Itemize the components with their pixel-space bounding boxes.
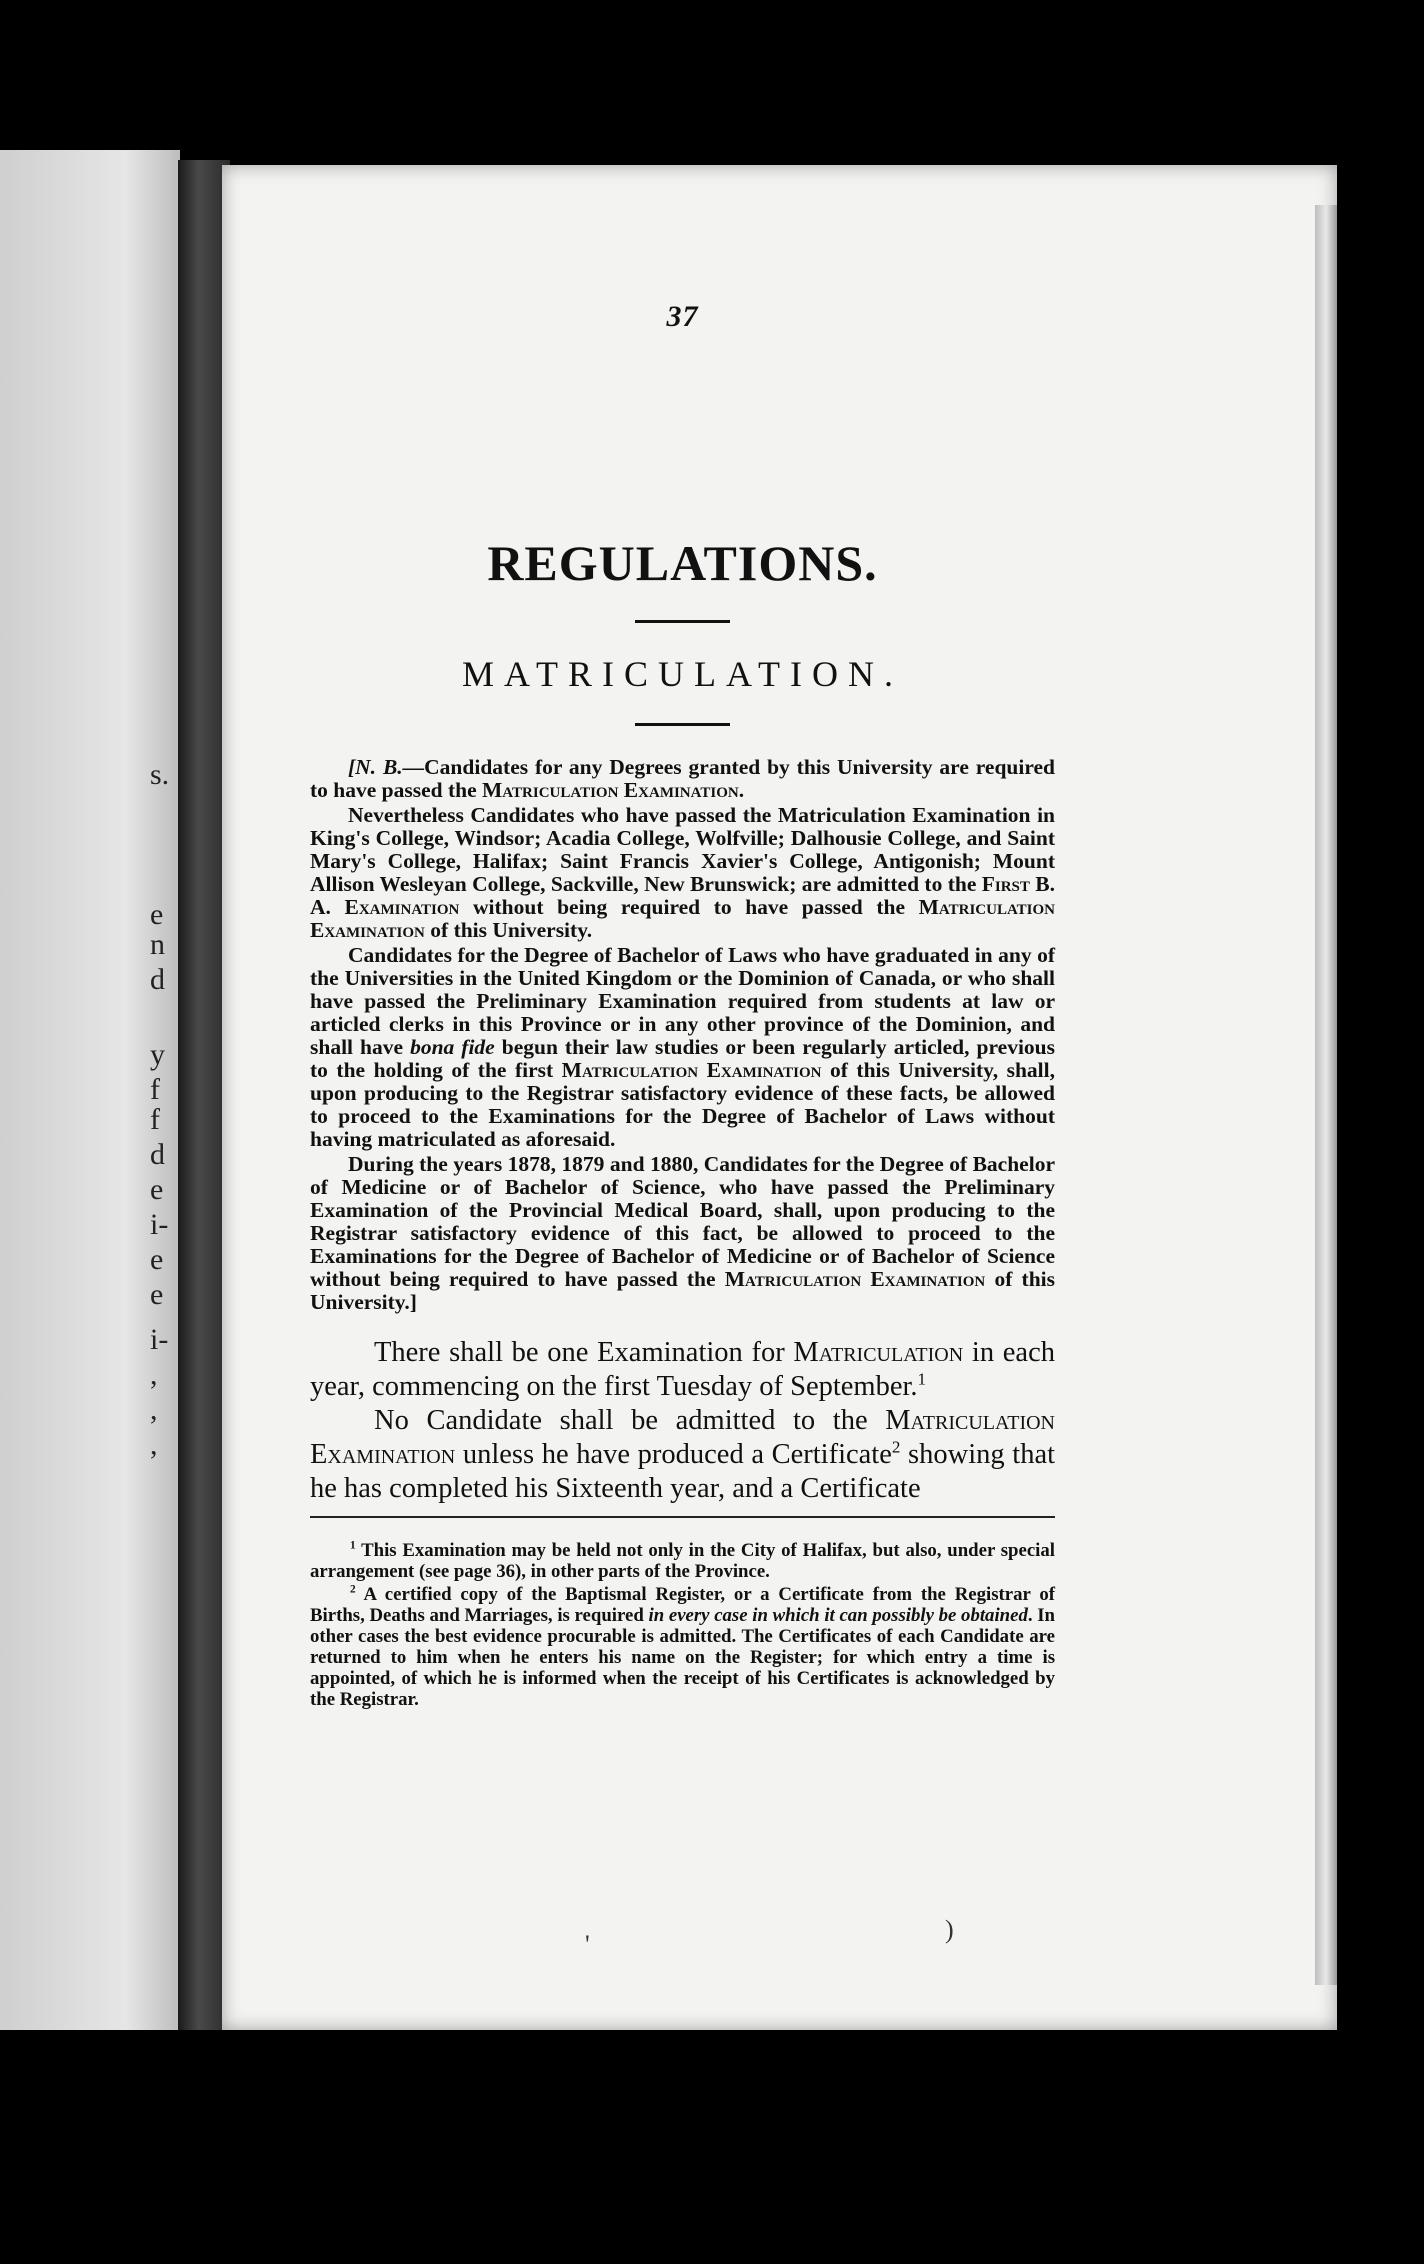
facing-page-fragment: y [150, 1038, 165, 1071]
text-run: of this University, shall, upon producing to the Registrar satisfactory evidence of these facts, be allowed to proceed to the Examinations for the Degree of Bachelor of Laws without having matriculated as aforesaid. [310, 1058, 1055, 1151]
body-paragraph [310, 1404, 1055, 1506]
footnote-marker: 1 [917, 1369, 927, 1389]
section-heading: MATRICULATION. [462, 654, 903, 694]
nb-paragraph [310, 944, 1055, 1151]
facing-page-fragment: d [150, 1138, 165, 1171]
facing-page-fragment: , [150, 1393, 158, 1426]
page-title: REGULATIONS. [487, 535, 878, 591]
text-run: This Examination may be held not only in the City of Halifax, but also, under special arrangement (see page 36), in other parts of the Province. [310, 1540, 1055, 1582]
text-run: Matriculation Examination [482, 778, 739, 802]
facing-page-fragment: , [150, 1428, 158, 1461]
page-edge [1315, 205, 1337, 1985]
text-run: During the years 1878, 1879 and 1880, Candidates for the Degree of Bachelor of Medicine or of Bachelor of Science, who have passed the Preliminary Examination of the Provincial Medical Board, shall, upon producing to the Registrar satisfactory evidence of this fact, be allowed to proceed to the Examinations for the Degree of Bachelor of Medicine or of Bachelor of Science without being required to have passed the [310, 1152, 1055, 1291]
text-run: without being required to have passed the [459, 895, 919, 919]
facing-page-fragment: n [150, 928, 165, 961]
text-run: No Candidate shall be admitted to the [374, 1405, 886, 1436]
text-run: begun their law studies or been regularly articled, previous to the holding of the first [310, 1035, 1055, 1082]
text-run: First B. A. Examination [310, 872, 1055, 919]
text-run: . In other cases the best evidence procurable is admitted. The Certificates of each Candidate are returned to him when he enters his name on the Register; for which entry a time is appointed, of which he is informed when the receipt of his Certificates is acknowledged by the Registrar. [310, 1605, 1055, 1710]
text-run: Nevertheless Candidates who have passed the Matriculation Examination in King's College, Windsor; Acadia College, Wolfville; Dalhousie College, and Saint Mary's College, Halifax; Saint Francis Xavier's College, Antigonish; Mount Allison Wesleyan College, Sackville, New Brunswick; are admitted to the [310, 803, 1055, 896]
text-run: Candidates for the Degree of Bachelor of Laws who have graduated in any of the Universities in the United Kingdom or the Dominion of Canada, or who shall have passed the Preliminary Examination required from students at law or articled clerks in this Province or in any other province of the Dominion, and shall have [310, 943, 1055, 1059]
text-run: Matriculation Examination [310, 895, 1056, 942]
text-run: . [738, 778, 745, 802]
facing-page-fragment: e [150, 898, 164, 931]
page-text-block [310, 300, 1055, 1712]
facing-page-fragment: e [150, 1243, 164, 1276]
text-run: in every case in which it can possibly be obtained [648, 1605, 1028, 1626]
facing-page-fragment: , [150, 1358, 158, 1391]
facing-page-fragment: f [150, 1103, 160, 1136]
text-run: Matriculation Examination [310, 1405, 1055, 1470]
facing-page-fragment: i- [150, 1323, 169, 1356]
text-run: in each year, commencing on the first Tuesday of September. [310, 1337, 1055, 1402]
main-text-block [310, 1336, 1055, 1506]
page-number: 37 [666, 300, 699, 333]
text-run: of this University.] [310, 1267, 1055, 1314]
nb-paragraph [310, 1153, 1055, 1314]
title-rule [635, 620, 730, 623]
facing-page-fragment: e [150, 1278, 164, 1311]
text-run: of this University. [424, 918, 593, 942]
footnote-marker: 1 [350, 1539, 356, 1552]
footnote-rule [310, 1516, 1055, 1518]
stray-mark: ) [945, 1915, 954, 1944]
facing-page-fragment: s. [150, 758, 170, 791]
footnote-marker: 2 [891, 1437, 901, 1457]
nb-paragraph [310, 804, 1055, 942]
footnote-marker: 2 [350, 1583, 356, 1596]
body-paragraph [310, 1336, 1055, 1404]
section-rule [635, 723, 730, 726]
nota-bene-block [310, 756, 1055, 1314]
footnote [310, 1584, 1055, 1710]
facing-page-fragment: f [150, 1073, 160, 1106]
facing-page-fragment: d [150, 963, 165, 996]
text-run: [N. B.— [348, 755, 425, 779]
text-run: Candidates for any Degrees granted by this University are required to have passed the [310, 755, 1055, 802]
facing-page-fragment: e [150, 1173, 164, 1206]
footnote [310, 1540, 1055, 1582]
text-run: There shall be one Examination for [374, 1337, 794, 1368]
text-run: A certified copy of the Baptismal Register, or a Certificate from the Registrar of Births, Deaths and Marriages, is required [310, 1584, 1055, 1626]
text-run: showing that he has completed his Sixteenth year, and a Certificate [310, 1439, 1056, 1504]
stray-mark: ' [585, 1930, 590, 1959]
text-run: Matriculation Examination [724, 1267, 986, 1291]
text-run: unless he have produced a Certificate [455, 1439, 892, 1470]
text-run: Matriculation Examination [561, 1058, 822, 1082]
text-run: bona fide [410, 1035, 495, 1059]
footnotes-block [310, 1540, 1055, 1710]
facing-page-fragment: i- [150, 1208, 169, 1241]
nb-paragraph [310, 756, 1055, 802]
text-run: Matriculation [793, 1337, 964, 1368]
